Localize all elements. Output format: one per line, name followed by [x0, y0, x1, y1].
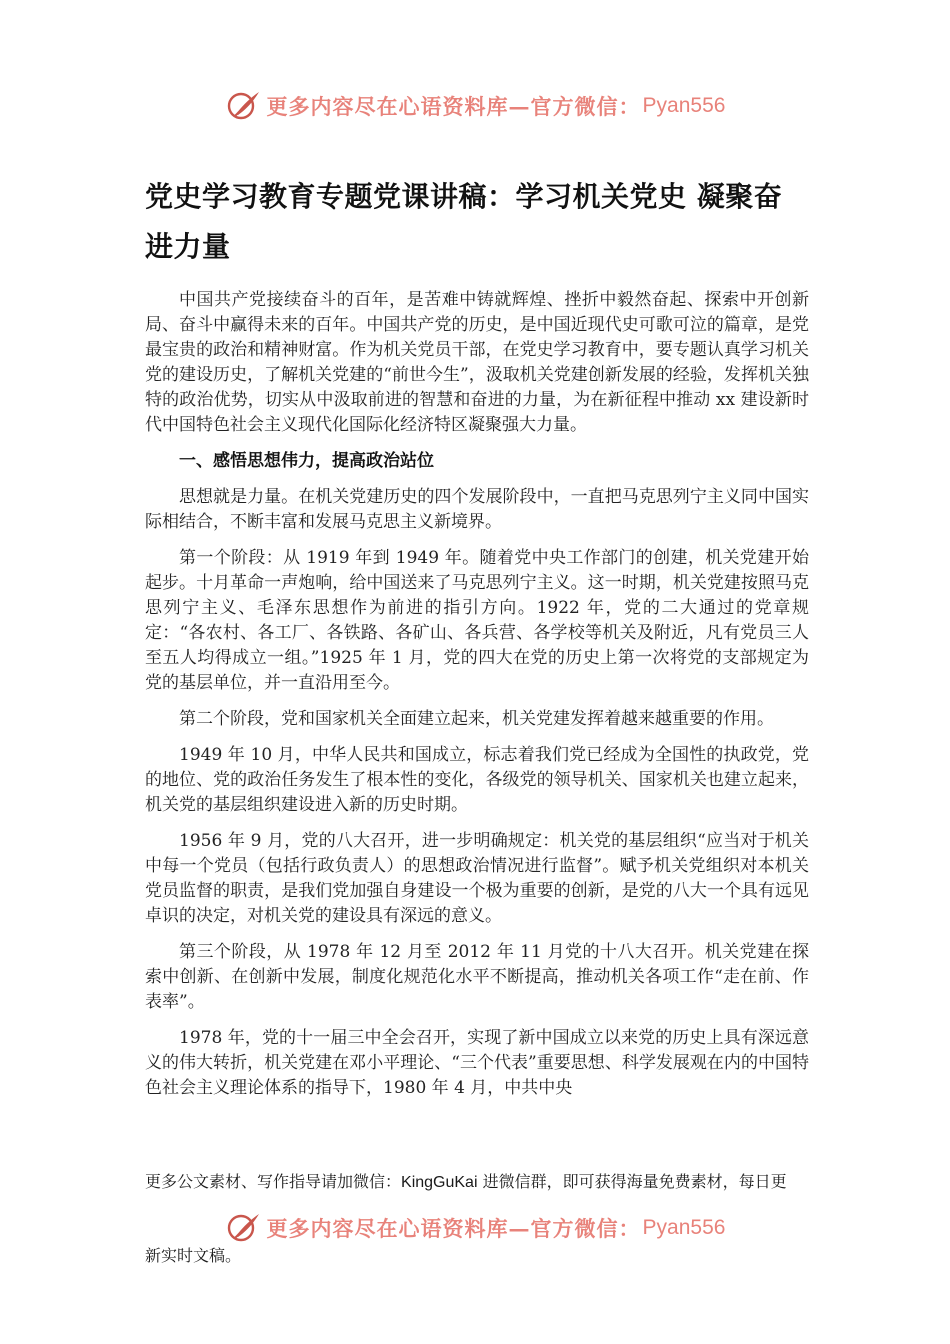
body-paragraph: 中国共产党接续奋斗的百年，是苦难中铸就辉煌、挫折中毅然奋起、探索中开创新局、奋斗中赢得未来的百年。中国共产党的历史，是中国近现代史可歌可泣的篇章，是党最宝贵的政治和精神财富。作为机关党员干部，在党史学习教育中，要专题认真学习机关党的建设历史，了解机关党建的“前世今生”，汲取机关党建创新发展的经验，发挥机关独特的政治优势，切实从中汲取前进的智慧和奋进的力量，为在新征程中推动 xx 建设新时代中国特色社会主义现代化国际化经济特区凝聚强大力量。 — [145, 290, 809, 435]
section-heading: 一、感悟思想伟力，提高政治站位 — [179, 451, 434, 471]
paragraph-list — [145, 288, 809, 1101]
quill-logo-icon — [225, 1209, 263, 1247]
banner-wechat-id: Pyan556 — [642, 94, 726, 117]
body-paragraph: 1978 年，党的十一届三中全会召开，实现了新中国成立以来党的历史上具有深远意义的伟大转折，机关党建在邓小平理论、“三个代表”重要思想、科学发展观在内的中国特色社会主义理论体系的指导下，1980 年 4 月，中共中央 — [145, 1028, 809, 1098]
footer-note-line-2: 新实时文稿。 — [145, 1246, 242, 1265]
banner-text: 更多内容尽在心语资料库—官方微信： — [266, 94, 641, 119]
banner-wechat-id: Pyan556 — [642, 1216, 726, 1239]
body-paragraph: 第一个阶段：从 1919 年到 1949 年。随着党中央工作部门的创建，机关党建开始起步。十月革命一声炮响，给中国送来了马克思列宁主义。这一时期，机关党建按照马克思列宁主义、毛泽东思想作为前进的指引方向。1922 年，党的二大通过的党章规定：“各农村、各工厂、各铁路、各矿山、各兵营、各学校等机关及附近，凡有党员三人至五人均得成立一组。”1925 年 1 月，党的四大在党的历史上第一次将党的支部规定为党的基层单位，并一直沿用至今。 — [145, 548, 809, 693]
footer-wechat-id: KingGuKai — [401, 1174, 478, 1191]
header-banner — [0, 86, 950, 126]
footer-prefix: 更多公文素材、写作指导请加微信： — [145, 1172, 402, 1191]
quill-logo-icon — [225, 87, 263, 125]
body-paragraph: 1949 年 10 月，中华人民共和国成立，标志着我们党已经成为全国性的执政党，党的地位、党的政治任务发生了根本性的变化，各级党的领导机关、国家机关也建立起来，机关党的基层组织建设进入新的历史时期。 — [145, 745, 809, 815]
body-paragraph: 第二个阶段，党和国家机关全面建立起来，机关党建发挥着越来越重要的作用。 — [179, 709, 774, 729]
body-paragraph: 第三个阶段，从 1978 年 12 月至 2012 年 11 月党的十八大召开。机关党建在探索中创新、在创新中发展，制度化规范化水平不断提高，推动机关各项工作“走在前、作表率”。 — [145, 942, 809, 1012]
document-title: 党史学习教育专题党课讲稿：学习机关党史 凝聚奋进力量 — [145, 180, 783, 263]
footer-note-line-1 — [145, 1170, 815, 1195]
footer-suffix: 进微信群，即可获得海量免费素材，每日更 — [477, 1172, 787, 1191]
document-body — [145, 172, 809, 1112]
banner-text: 更多内容尽在心语资料库—官方微信： — [266, 1216, 641, 1241]
body-paragraph: 思想就是力量。在机关党建历史的四个发展阶段中，一直把马克思列宁主义同中国实际相结合，不断丰富和发展马克思主义新境界。 — [145, 487, 809, 532]
footer-banner — [0, 1208, 950, 1248]
body-paragraph: 1956 年 9 月，党的八大召开，进一步明确规定：机关党的基层组织“应当对于机关中每一个党员（包括行政负责人）的思想政治情况进行监督”。赋予机关党组织对本机关党员监督的职责，是我们党加强自身建设一个极为重要的创新，是党的八大一个具有远见卓识的决定，对机关党的建设具有深远的意义。 — [145, 831, 809, 926]
